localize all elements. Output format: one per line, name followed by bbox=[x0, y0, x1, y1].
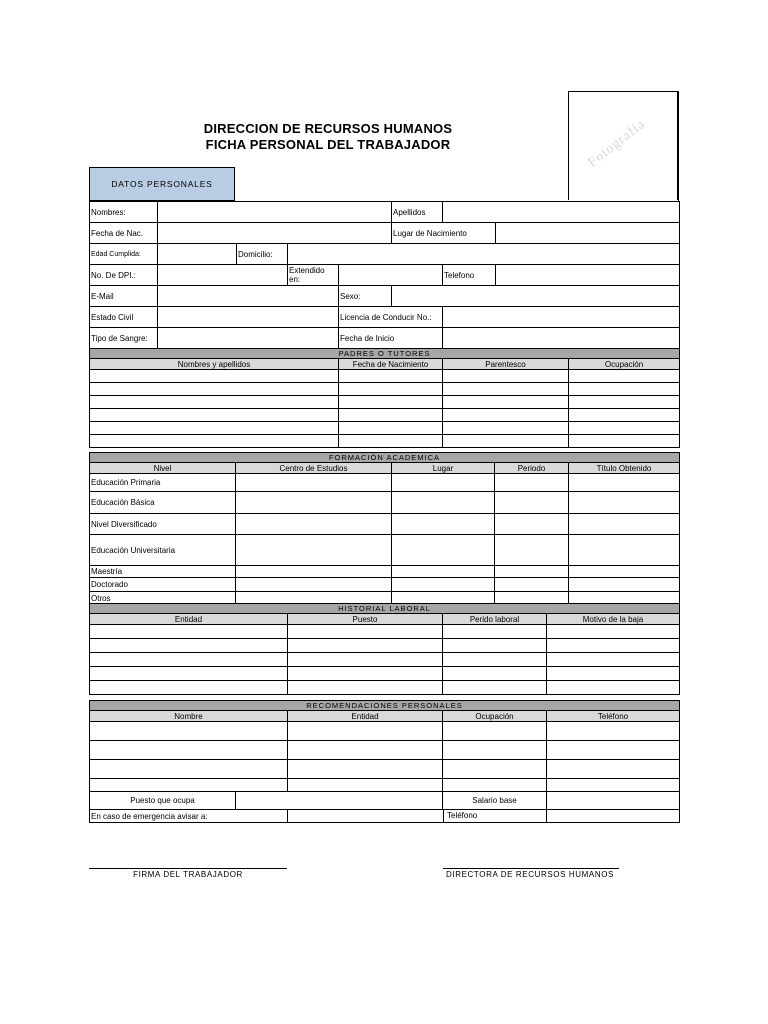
padres-cell[interactable] bbox=[339, 409, 443, 422]
padres-cell[interactable] bbox=[443, 396, 569, 409]
formacion-header-lugar: Lugar bbox=[392, 463, 495, 474]
formacion-section-title: FORMACIÓN ACADEMICA bbox=[90, 453, 680, 463]
historial-cell[interactable] bbox=[288, 681, 443, 695]
field-licencia[interactable] bbox=[443, 307, 680, 328]
table-row bbox=[90, 422, 680, 435]
field-tipo-sangre[interactable] bbox=[158, 328, 339, 349]
personal-data-table bbox=[89, 201, 680, 349]
formacion-header-centro: Centro de Estudios bbox=[236, 463, 392, 474]
table-row bbox=[90, 779, 680, 792]
formacion-cell[interactable] bbox=[236, 566, 392, 578]
formacion-cell[interactable] bbox=[495, 566, 569, 578]
photo-box[interactable] bbox=[568, 91, 678, 200]
historial-header-puesto: Puesto bbox=[288, 614, 443, 625]
formacion-cell[interactable] bbox=[495, 492, 569, 514]
historial-header-entidad: Entidad bbox=[90, 614, 288, 625]
padres-cell[interactable] bbox=[90, 370, 339, 383]
recomendaciones-cell[interactable] bbox=[547, 741, 680, 760]
recomendaciones-cell[interactable] bbox=[90, 760, 288, 779]
signature-label-trabajador: FIRMA DEL TRABAJADOR bbox=[133, 870, 243, 879]
recomendaciones-cell[interactable] bbox=[90, 779, 288, 792]
formacion-cell[interactable] bbox=[569, 566, 680, 578]
historial-cell[interactable] bbox=[288, 625, 443, 639]
field-emergencia-nombre[interactable] bbox=[288, 810, 444, 822]
label-dpi: No. De DPI.: bbox=[90, 265, 158, 286]
historial-cell[interactable] bbox=[90, 653, 288, 667]
padres-section-title: PADRES O TUTORES bbox=[90, 349, 680, 359]
padres-header-parentesco: Parentesco bbox=[443, 359, 569, 370]
table-row bbox=[90, 474, 680, 492]
formacion-cell[interactable] bbox=[236, 474, 392, 492]
signature-line-directora[interactable] bbox=[443, 868, 619, 869]
formacion-cell[interactable] bbox=[236, 578, 392, 592]
historial-cell[interactable] bbox=[443, 653, 547, 667]
historial-cell[interactable] bbox=[547, 625, 680, 639]
table-row bbox=[90, 383, 680, 396]
historial-cell[interactable] bbox=[288, 639, 443, 653]
historial-cell[interactable] bbox=[443, 667, 547, 681]
historial-cell[interactable] bbox=[443, 681, 547, 695]
historial-section-title: HISTORIAL LABORAL bbox=[90, 604, 680, 614]
recomendaciones-section-title: RECOMENDACIONES PERSONALES bbox=[90, 701, 680, 711]
historial-cell[interactable] bbox=[90, 625, 288, 639]
recomendaciones-cell[interactable] bbox=[443, 741, 547, 760]
padres-cell[interactable] bbox=[90, 383, 339, 396]
recomendaciones-cell[interactable] bbox=[288, 722, 443, 741]
formacion-level: Educación Primaria bbox=[90, 474, 236, 492]
formacion-cell[interactable] bbox=[569, 514, 680, 535]
historial-header-motivo: Motivo de la baja bbox=[547, 614, 680, 625]
field-edad[interactable] bbox=[158, 244, 237, 265]
label-apellidos: Apellidos bbox=[392, 202, 443, 223]
formacion-cell[interactable] bbox=[236, 492, 392, 514]
padres-cell[interactable] bbox=[569, 396, 680, 409]
recomendaciones-header-ocupacion: Ocupación bbox=[443, 711, 547, 722]
label-estado-civil: Estado Civil bbox=[90, 307, 158, 328]
formacion-cell[interactable] bbox=[392, 514, 495, 535]
recomendaciones-cell[interactable] bbox=[443, 779, 547, 792]
label-edad: Edad Cumplida: bbox=[90, 244, 158, 265]
recomendaciones-header-telefono: Teléfono bbox=[547, 711, 680, 722]
field-telefono[interactable] bbox=[496, 265, 680, 286]
field-sexo[interactable] bbox=[392, 286, 680, 307]
padres-cell[interactable] bbox=[569, 370, 680, 383]
formacion-cell[interactable] bbox=[495, 514, 569, 535]
table-row bbox=[90, 566, 680, 578]
recomendaciones-cell[interactable] bbox=[90, 741, 288, 760]
historial-cell[interactable] bbox=[547, 681, 680, 695]
formacion-header-periodo: Periodo bbox=[495, 463, 569, 474]
formacion-cell[interactable] bbox=[392, 535, 495, 566]
field-fecha-inicio[interactable] bbox=[443, 328, 680, 349]
formacion-cell[interactable] bbox=[236, 535, 392, 566]
formacion-cell[interactable] bbox=[569, 535, 680, 566]
recomendaciones-cell[interactable] bbox=[547, 722, 680, 741]
field-dpi[interactable] bbox=[158, 265, 288, 286]
label-sexo: Sexo: bbox=[339, 286, 392, 307]
field-estado-civil[interactable] bbox=[158, 307, 339, 328]
recomendaciones-cell[interactable] bbox=[443, 722, 547, 741]
table-row bbox=[90, 409, 680, 422]
padres-cell[interactable] bbox=[90, 435, 339, 448]
recomendaciones-table bbox=[89, 700, 680, 823]
historial-cell[interactable] bbox=[547, 639, 680, 653]
table-row bbox=[90, 396, 680, 409]
formacion-level: Educación Universitaria bbox=[90, 535, 236, 566]
formacion-cell[interactable] bbox=[392, 474, 495, 492]
formacion-header-titulo: Título Obtenido bbox=[569, 463, 680, 474]
field-domicilio[interactable] bbox=[288, 244, 680, 265]
recomendaciones-header-nombre: Nombre bbox=[90, 711, 288, 722]
label-telefono: Telefono bbox=[443, 265, 496, 286]
padres-cell[interactable] bbox=[443, 409, 569, 422]
padres-cell[interactable] bbox=[443, 370, 569, 383]
field-puesto[interactable] bbox=[236, 792, 443, 810]
formacion-level: Maestría bbox=[90, 566, 236, 578]
header-border-right bbox=[678, 91, 679, 201]
field-email[interactable] bbox=[158, 286, 339, 307]
label-nombres: Nombres: bbox=[90, 202, 158, 223]
label-tipo-sangre: Tipo de Sangre: bbox=[90, 328, 158, 349]
padres-header-fecha: Fecha de Nacimiento bbox=[339, 359, 443, 370]
formacion-level: Nivel Diversificado bbox=[90, 514, 236, 535]
datos-personales-header: DATOS PERSONALES bbox=[89, 167, 235, 201]
label-emergencia-telefono: Teléfono bbox=[447, 811, 478, 820]
historial-table bbox=[89, 603, 680, 695]
label-emergencia: En caso de emergencia avisar a: bbox=[90, 810, 288, 823]
historial-cell[interactable] bbox=[90, 667, 288, 681]
historial-cell[interactable] bbox=[443, 625, 547, 639]
padres-cell[interactable] bbox=[569, 435, 680, 448]
recomendaciones-cell[interactable] bbox=[443, 760, 547, 779]
historial-cell[interactable] bbox=[443, 639, 547, 653]
table-row bbox=[90, 625, 680, 639]
photo-watermark: Fotografia bbox=[585, 116, 649, 171]
recomendaciones-header-entidad: Entidad bbox=[288, 711, 443, 722]
padres-cell[interactable] bbox=[443, 383, 569, 396]
padres-header-nombres: Nombres y apellidos bbox=[90, 359, 339, 370]
table-row bbox=[90, 492, 680, 514]
padres-cell[interactable] bbox=[443, 435, 569, 448]
padres-cell[interactable] bbox=[443, 422, 569, 435]
recomendaciones-cell[interactable] bbox=[90, 722, 288, 741]
label-fecha-nac: Fecha de Nac. bbox=[90, 223, 158, 244]
field-apellidos[interactable] bbox=[443, 202, 680, 223]
table-row bbox=[90, 535, 680, 566]
historial-cell[interactable] bbox=[90, 639, 288, 653]
field-nombres[interactable] bbox=[158, 202, 392, 223]
form-title-line2: FICHA PERSONAL DEL TRABAJADOR bbox=[205, 137, 451, 152]
padres-cell[interactable] bbox=[569, 409, 680, 422]
label-salario: Salario base bbox=[443, 792, 547, 810]
historial-cell[interactable] bbox=[90, 681, 288, 695]
padres-cell[interactable] bbox=[569, 383, 680, 396]
padres-cell[interactable] bbox=[339, 422, 443, 435]
table-row bbox=[90, 435, 680, 448]
table-row bbox=[90, 681, 680, 695]
label-extendido: Extendido en: bbox=[288, 265, 339, 286]
padres-header-ocupacion: Ocupación bbox=[569, 359, 680, 370]
formacion-cell[interactable] bbox=[392, 492, 495, 514]
table-row bbox=[90, 578, 680, 592]
table-row bbox=[90, 667, 680, 681]
table-row bbox=[90, 741, 680, 760]
padres-cell[interactable] bbox=[339, 370, 443, 383]
formacion-table bbox=[89, 452, 680, 606]
signature-line-trabajador[interactable] bbox=[89, 868, 287, 869]
formacion-cell[interactable] bbox=[569, 578, 680, 592]
formacion-cell[interactable] bbox=[495, 535, 569, 566]
label-licencia: Licencia de Conducir No.: bbox=[339, 307, 443, 328]
recomendaciones-cell[interactable] bbox=[547, 779, 680, 792]
formacion-cell[interactable] bbox=[495, 578, 569, 592]
form-title-line1: DIRECCION DE RECURSOS HUMANOS bbox=[203, 121, 453, 136]
signature-label-directora: DIRECTORA DE RECURSOS HUMANOS bbox=[446, 870, 614, 879]
padres-cell[interactable] bbox=[569, 422, 680, 435]
formacion-level: Educación Básica bbox=[90, 492, 236, 514]
recomendaciones-cell[interactable] bbox=[288, 779, 443, 792]
table-row bbox=[90, 760, 680, 779]
table-row bbox=[90, 370, 680, 383]
padres-cell[interactable] bbox=[339, 435, 443, 448]
table-row bbox=[90, 722, 680, 741]
table-row bbox=[90, 514, 680, 535]
field-fecha-nac[interactable] bbox=[158, 223, 392, 244]
label-lugar-nac: Lugar de Nacimiento bbox=[392, 223, 496, 244]
formacion-level: Doctorado bbox=[90, 578, 236, 592]
recomendaciones-cell[interactable] bbox=[288, 760, 443, 779]
padres-cell[interactable] bbox=[90, 396, 339, 409]
formacion-cell[interactable] bbox=[392, 566, 495, 578]
padres-cell[interactable] bbox=[339, 383, 443, 396]
padres-cell[interactable] bbox=[90, 422, 339, 435]
label-puesto: Puesto que ocupa bbox=[90, 792, 236, 810]
label-fecha-inicio: Fecha de Inicio bbox=[339, 328, 443, 349]
formacion-cell[interactable] bbox=[392, 578, 495, 592]
field-emergencia-telefono[interactable] bbox=[547, 810, 680, 823]
formacion-header-nivel: Nivel bbox=[90, 463, 236, 474]
table-row bbox=[90, 653, 680, 667]
field-extendido[interactable] bbox=[339, 265, 443, 286]
field-emergencia[interactable] bbox=[288, 810, 547, 823]
formacion-cell[interactable] bbox=[495, 474, 569, 492]
label-domicilio: Domicilio: bbox=[237, 244, 288, 265]
field-salario[interactable] bbox=[547, 792, 680, 810]
padres-cell[interactable] bbox=[90, 409, 339, 422]
formacion-level: Otros bbox=[90, 592, 236, 606]
formacion-cell[interactable] bbox=[569, 474, 680, 492]
field-lugar-nac[interactable] bbox=[496, 223, 680, 244]
formacion-cell[interactable] bbox=[236, 514, 392, 535]
historial-cell[interactable] bbox=[288, 653, 443, 667]
historial-cell[interactable] bbox=[547, 667, 680, 681]
recomendaciones-cell[interactable] bbox=[288, 741, 443, 760]
historial-header-periodo: Perido laboral bbox=[443, 614, 547, 625]
historial-cell[interactable] bbox=[288, 667, 443, 681]
label-email: E-Mail bbox=[90, 286, 158, 307]
padres-cell[interactable] bbox=[339, 396, 443, 409]
table-row bbox=[90, 639, 680, 653]
padres-table bbox=[89, 348, 680, 448]
formacion-cell[interactable] bbox=[569, 492, 680, 514]
recomendaciones-cell[interactable] bbox=[547, 760, 680, 779]
historial-cell[interactable] bbox=[547, 653, 680, 667]
